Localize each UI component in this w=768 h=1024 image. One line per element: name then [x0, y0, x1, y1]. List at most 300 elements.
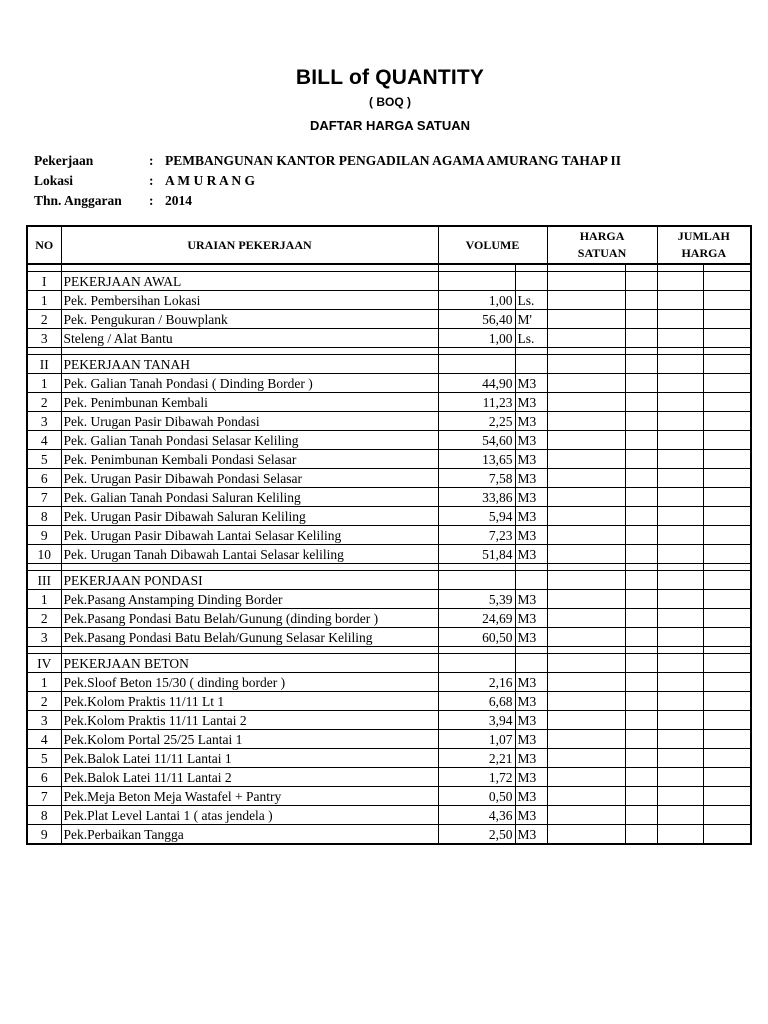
empty-cell: [657, 730, 703, 749]
empty-cell: [703, 768, 751, 787]
table-row: [27, 393, 751, 412]
info-value: 2014: [165, 193, 192, 208]
empty-cell: [547, 291, 625, 310]
empty-cell: [547, 488, 625, 507]
header-no: NO: [27, 226, 61, 264]
empty-cell: [657, 590, 703, 609]
empty-cell: [657, 711, 703, 730]
header-uraian: URAIAN PEKERJAAN: [61, 226, 438, 264]
item-satuan: M3: [515, 787, 547, 806]
item-satuan: M': [515, 310, 547, 329]
section-title: PEKERJAAN BETON: [61, 654, 438, 673]
spacer-row: [27, 348, 751, 355]
item-no: 6: [27, 768, 61, 787]
empty-cell: [657, 348, 703, 355]
empty-cell: [703, 590, 751, 609]
table-row: [27, 412, 751, 431]
empty-cell: [657, 488, 703, 507]
table-header-row: [27, 226, 751, 264]
section-no: III: [27, 571, 61, 590]
item-volume: 54,60: [438, 431, 515, 450]
empty-cell: [625, 749, 657, 768]
item-satuan: M3: [515, 431, 547, 450]
item-satuan: M3: [515, 526, 547, 545]
empty-cell: [625, 806, 657, 825]
empty-cell: [657, 545, 703, 564]
section-row: [27, 654, 751, 673]
empty-cell: [547, 711, 625, 730]
empty-cell: [657, 329, 703, 348]
item-uraian: Pek.Kolom Praktis 11/11 Lantai 2: [61, 711, 438, 730]
item-no: 3: [27, 412, 61, 431]
item-no: 2: [27, 310, 61, 329]
empty-cell: [547, 692, 625, 711]
empty-cell: [625, 673, 657, 692]
table-row: [27, 469, 751, 488]
table-row: [27, 825, 751, 845]
empty-cell: [625, 450, 657, 469]
item-uraian: Pek.Perbaikan Tangga: [61, 825, 438, 845]
empty-cell: [657, 564, 703, 571]
empty-cell: [703, 730, 751, 749]
item-volume: 1,72: [438, 768, 515, 787]
table-row: [27, 628, 751, 647]
item-satuan: M3: [515, 507, 547, 526]
document-subtitle: ( BOQ ): [369, 95, 411, 109]
empty-cell: [657, 264, 703, 272]
empty-cell: [625, 374, 657, 393]
item-uraian: Pek.Pasang Pondasi Batu Belah/Gunung Selasar Keliling: [61, 628, 438, 647]
table-row: [27, 806, 751, 825]
empty-cell: [547, 654, 625, 673]
item-no: 5: [27, 450, 61, 469]
item-no: 10: [27, 545, 61, 564]
item-satuan: Ls.: [515, 291, 547, 310]
empty-cell: [625, 507, 657, 526]
item-satuan: M3: [515, 711, 547, 730]
item-satuan: M3: [515, 609, 547, 628]
item-uraian: Pek.Balok Latei 11/11 Lantai 2: [61, 768, 438, 787]
empty-cell: [61, 348, 438, 355]
empty-cell: [657, 393, 703, 412]
empty-cell: [625, 571, 657, 590]
empty-cell: [547, 545, 625, 564]
spacer-row: [27, 564, 751, 571]
empty-cell: [625, 526, 657, 545]
table-row: [27, 329, 751, 348]
table-row: [27, 749, 751, 768]
item-satuan: M3: [515, 749, 547, 768]
empty-cell: [657, 609, 703, 628]
empty-cell: [703, 431, 751, 450]
item-volume: 7,23: [438, 526, 515, 545]
empty-cell: [515, 564, 547, 571]
empty-cell: [625, 291, 657, 310]
item-uraian: Pek.Kolom Praktis 11/11 Lt 1: [61, 692, 438, 711]
table-row: [27, 768, 751, 787]
empty-cell: [547, 469, 625, 488]
item-volume: 4,36: [438, 806, 515, 825]
info-value: A M U R A N G: [165, 173, 256, 188]
empty-cell: [438, 571, 515, 590]
empty-cell: [625, 628, 657, 647]
empty-cell: [625, 590, 657, 609]
empty-cell: [657, 374, 703, 393]
empty-cell: [625, 412, 657, 431]
empty-cell: [27, 564, 61, 571]
empty-cell: [515, 355, 547, 374]
item-no: 7: [27, 488, 61, 507]
empty-cell: [657, 628, 703, 647]
info-label: Pekerjaan: [34, 153, 94, 168]
empty-cell: [625, 355, 657, 374]
item-satuan: M3: [515, 692, 547, 711]
empty-cell: [657, 768, 703, 787]
empty-cell: [657, 412, 703, 431]
info-label: Thn. Anggaran: [34, 193, 122, 208]
empty-cell: [27, 348, 61, 355]
section-no: II: [27, 355, 61, 374]
empty-cell: [515, 647, 547, 654]
empty-cell: [625, 730, 657, 749]
header-harga-satuan-line1: HARGA: [579, 229, 625, 243]
empty-cell: [703, 507, 751, 526]
empty-cell: [703, 628, 751, 647]
empty-cell: [703, 647, 751, 654]
item-uraian: Pek. Penimbunan Kembali: [61, 393, 438, 412]
empty-cell: [438, 264, 515, 272]
empty-cell: [657, 825, 703, 845]
empty-cell: [438, 654, 515, 673]
empty-cell: [27, 647, 61, 654]
item-satuan: M3: [515, 450, 547, 469]
info-colon: :: [149, 173, 154, 188]
empty-cell: [703, 654, 751, 673]
empty-cell: [625, 488, 657, 507]
item-uraian: Pek. Urugan Pasir Dibawah Lantai Selasar Keliling: [61, 526, 438, 545]
table-row: [27, 526, 751, 545]
item-no: 1: [27, 673, 61, 692]
empty-cell: [515, 571, 547, 590]
table-row: [27, 310, 751, 329]
table-row: [27, 730, 751, 749]
empty-cell: [515, 654, 547, 673]
section-title: PEKERJAAN PONDASI: [61, 571, 438, 590]
empty-cell: [515, 272, 547, 291]
empty-cell: [657, 355, 703, 374]
empty-cell: [703, 291, 751, 310]
empty-cell: [547, 329, 625, 348]
item-no: 2: [27, 692, 61, 711]
table-row: [27, 507, 751, 526]
header-jumlah-harga: [657, 226, 751, 264]
empty-cell: [625, 348, 657, 355]
empty-cell: [438, 564, 515, 571]
document-heading: DAFTAR HARGA SATUAN: [309, 118, 471, 133]
empty-cell: [625, 264, 657, 272]
empty-cell: [657, 431, 703, 450]
section-title: PEKERJAAN AWAL: [61, 272, 438, 291]
empty-cell: [625, 711, 657, 730]
empty-cell: [625, 654, 657, 673]
empty-cell: [547, 355, 625, 374]
table-row: [27, 673, 751, 692]
item-uraian: Pek.Pasang Anstamping Dinding Border: [61, 590, 438, 609]
info-colon: :: [149, 193, 154, 208]
item-satuan: M3: [515, 488, 547, 507]
empty-cell: [703, 264, 751, 272]
empty-cell: [657, 673, 703, 692]
empty-cell: [703, 393, 751, 412]
empty-cell: [547, 310, 625, 329]
empty-cell: [547, 768, 625, 787]
item-uraian: Pek. Galian Tanah Pondasi Selasar Keliling: [61, 431, 438, 450]
item-uraian: Pek.Meja Beton Meja Wastafel + Pantry: [61, 787, 438, 806]
section-no: I: [27, 272, 61, 291]
section-no: IV: [27, 654, 61, 673]
table-row: [27, 488, 751, 507]
info-row: [34, 171, 621, 191]
empty-cell: [657, 692, 703, 711]
item-no: 1: [27, 374, 61, 393]
table-row: [27, 787, 751, 806]
empty-cell: [657, 647, 703, 654]
table-row: [27, 450, 751, 469]
empty-cell: [547, 564, 625, 571]
empty-cell: [703, 329, 751, 348]
empty-cell: [657, 654, 703, 673]
header-harga-satuan: [547, 226, 657, 264]
item-no: 4: [27, 431, 61, 450]
empty-cell: [547, 412, 625, 431]
empty-cell: [547, 609, 625, 628]
empty-cell: [657, 787, 703, 806]
empty-cell: [625, 310, 657, 329]
info-label: Lokasi: [34, 173, 74, 188]
item-no: 2: [27, 393, 61, 412]
info-value: PEMBANGUNAN KANTOR PENGADILAN AGAMA AMURANG TAHAP II: [165, 153, 622, 168]
item-satuan: M3: [515, 730, 547, 749]
empty-cell: [625, 272, 657, 291]
item-volume: 51,84: [438, 545, 515, 564]
empty-cell: [547, 526, 625, 545]
empty-cell: [703, 412, 751, 431]
header-harga-satuan-line2: SATUAN: [577, 246, 627, 260]
empty-cell: [625, 469, 657, 488]
empty-cell: [547, 730, 625, 749]
table-row: [27, 374, 751, 393]
item-volume: 13,65: [438, 450, 515, 469]
item-uraian: Pek. Urugan Pasir Dibawah Pondasi Selasar: [61, 469, 438, 488]
item-satuan: M3: [515, 825, 547, 845]
item-volume: 6,68: [438, 692, 515, 711]
empty-cell: [703, 571, 751, 590]
document-title: BILL of QUANTITY: [295, 66, 485, 89]
empty-cell: [547, 272, 625, 291]
empty-cell: [547, 264, 625, 272]
empty-cell: [547, 431, 625, 450]
item-volume: 2,21: [438, 749, 515, 768]
info-row: [34, 191, 621, 211]
item-no: 7: [27, 787, 61, 806]
item-satuan: M3: [515, 768, 547, 787]
info-row: [34, 151, 621, 171]
empty-cell: [547, 393, 625, 412]
item-satuan: M3: [515, 590, 547, 609]
empty-cell: [625, 768, 657, 787]
item-volume: 0,50: [438, 787, 515, 806]
empty-cell: [547, 590, 625, 609]
item-volume: 2,25: [438, 412, 515, 431]
item-volume: 2,16: [438, 673, 515, 692]
item-volume: 5,39: [438, 590, 515, 609]
item-uraian: Pek. Galian Tanah Pondasi Saluran Keliling: [61, 488, 438, 507]
empty-cell: [703, 526, 751, 545]
empty-cell: [625, 431, 657, 450]
empty-cell: [703, 692, 751, 711]
empty-cell: [657, 507, 703, 526]
empty-cell: [703, 469, 751, 488]
section-row: [27, 272, 751, 291]
item-no: 3: [27, 628, 61, 647]
empty-cell: [438, 272, 515, 291]
item-uraian: Pek. Urugan Pasir Dibawah Saluran Keliling: [61, 507, 438, 526]
item-satuan: M3: [515, 374, 547, 393]
empty-cell: [438, 647, 515, 654]
item-uraian: Pek.Sloof Beton 15/30 ( dinding border ): [61, 673, 438, 692]
item-satuan: M3: [515, 806, 547, 825]
item-satuan: Ls.: [515, 329, 547, 348]
item-satuan: M3: [515, 393, 547, 412]
empty-cell: [703, 825, 751, 845]
empty-cell: [61, 647, 438, 654]
empty-cell: [625, 692, 657, 711]
project-info: [34, 151, 621, 211]
empty-cell: [657, 310, 703, 329]
item-uraian: Pek. Pembersihan Lokasi: [61, 291, 438, 310]
item-satuan: M3: [515, 545, 547, 564]
item-no: 4: [27, 730, 61, 749]
empty-cell: [703, 806, 751, 825]
item-satuan: M3: [515, 469, 547, 488]
empty-cell: [625, 609, 657, 628]
item-uraian: Pek. Pengukuran / Bouwplank: [61, 310, 438, 329]
empty-cell: [703, 749, 751, 768]
header-jumlah-harga-line2: HARGA: [681, 246, 727, 260]
item-uraian: Pek. Galian Tanah Pondasi ( Dinding Border ): [61, 374, 438, 393]
empty-cell: [625, 564, 657, 571]
empty-cell: [703, 355, 751, 374]
item-no: 9: [27, 526, 61, 545]
item-volume: 33,86: [438, 488, 515, 507]
table-row: [27, 431, 751, 450]
table-row: [27, 545, 751, 564]
empty-cell: [547, 507, 625, 526]
item-volume: 1,07: [438, 730, 515, 749]
item-uraian: Pek.Kolom Portal 25/25 Lantai 1: [61, 730, 438, 749]
boq-table: [26, 225, 752, 845]
empty-cell: [547, 374, 625, 393]
item-volume: 3,94: [438, 711, 515, 730]
item-volume: 5,94: [438, 507, 515, 526]
empty-cell: [703, 348, 751, 355]
table-row: [27, 711, 751, 730]
empty-cell: [547, 571, 625, 590]
item-no: 1: [27, 291, 61, 310]
item-volume: 1,00: [438, 329, 515, 348]
item-no: 8: [27, 507, 61, 526]
empty-cell: [703, 711, 751, 730]
empty-cell: [703, 488, 751, 507]
table-row: [27, 590, 751, 609]
empty-cell: [657, 806, 703, 825]
item-no: 3: [27, 329, 61, 348]
item-satuan: M3: [515, 628, 547, 647]
item-uraian: Pek. Urugan Pasir Dibawah Pondasi: [61, 412, 438, 431]
empty-cell: [547, 673, 625, 692]
table-row: [27, 291, 751, 310]
item-no: 3: [27, 711, 61, 730]
empty-cell: [515, 264, 547, 272]
section-row: [27, 571, 751, 590]
item-uraian: Pek. Urugan Tanah Dibawah Lantai Selasar keliling: [61, 545, 438, 564]
empty-cell: [703, 450, 751, 469]
item-volume: 1,00: [438, 291, 515, 310]
empty-cell: [703, 787, 751, 806]
item-volume: 44,90: [438, 374, 515, 393]
empty-cell: [703, 564, 751, 571]
empty-cell: [625, 825, 657, 845]
empty-cell: [657, 526, 703, 545]
empty-cell: [547, 806, 625, 825]
header-volume: VOLUME: [438, 226, 547, 264]
item-volume: 56,40: [438, 310, 515, 329]
item-satuan: M3: [515, 673, 547, 692]
empty-cell: [27, 264, 61, 272]
item-satuan: M3: [515, 412, 547, 431]
section-title: PEKERJAAN TANAH: [61, 355, 438, 374]
empty-cell: [703, 374, 751, 393]
item-no: 6: [27, 469, 61, 488]
empty-cell: [657, 272, 703, 291]
item-volume: 7,58: [438, 469, 515, 488]
section-row: [27, 355, 751, 374]
item-volume: 24,69: [438, 609, 515, 628]
empty-cell: [625, 393, 657, 412]
empty-cell: [547, 628, 625, 647]
empty-cell: [438, 348, 515, 355]
item-no: 9: [27, 825, 61, 845]
empty-cell: [515, 348, 547, 355]
spacer-row: [27, 264, 751, 272]
item-no: 8: [27, 806, 61, 825]
empty-cell: [657, 450, 703, 469]
empty-cell: [625, 545, 657, 564]
empty-cell: [703, 609, 751, 628]
item-no: 2: [27, 609, 61, 628]
table-row: [27, 609, 751, 628]
item-volume: 11,23: [438, 393, 515, 412]
item-uraian: Pek.Plat Level Lantai 1 ( atas jendela ): [61, 806, 438, 825]
empty-cell: [547, 787, 625, 806]
empty-cell: [657, 571, 703, 590]
empty-cell: [547, 647, 625, 654]
item-no: 5: [27, 749, 61, 768]
empty-cell: [547, 450, 625, 469]
empty-cell: [703, 673, 751, 692]
empty-cell: [61, 564, 438, 571]
empty-cell: [547, 749, 625, 768]
